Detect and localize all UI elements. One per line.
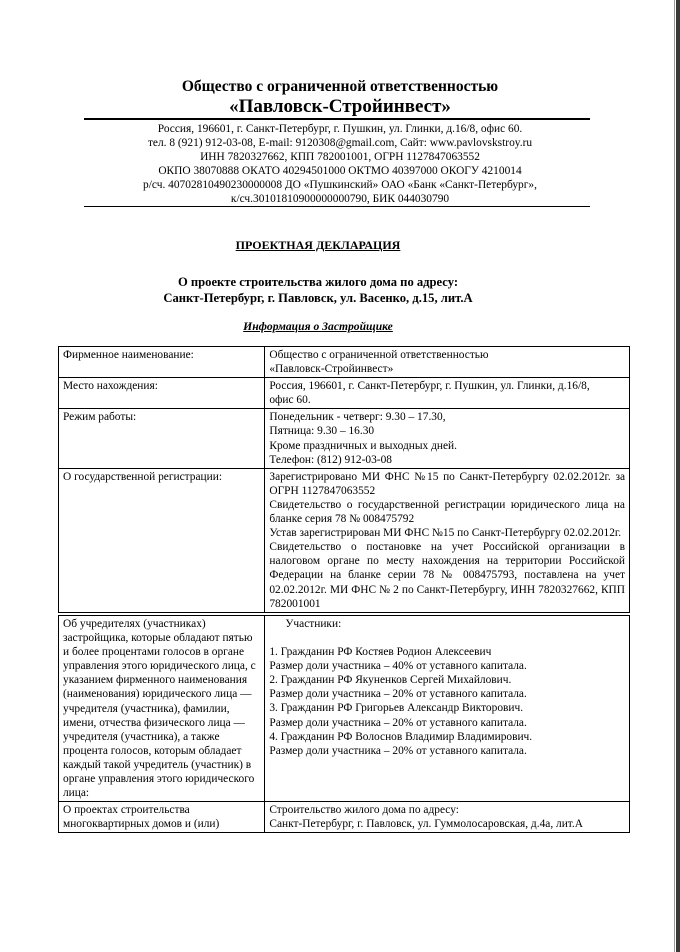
- row-label: Режим работы:: [59, 409, 265, 468]
- value-line: Понедельник - четверг: 9.30 – 17.30,: [269, 411, 446, 424]
- founder-share: Размер доли участника – 20% от уставного капитала.: [269, 688, 527, 701]
- spacer: [269, 631, 625, 645]
- requisites-line: тел. 8 (921) 912-03-08, E-mail: 9120308@gmail.com, Сайт: www.pavlovskstroy.ru: [147, 137, 533, 150]
- requisites-line: Россия, 196601, г. Санкт-Петербург, г. Пушкин, ул. Глинки, д.16/8, офис 60.: [157, 123, 523, 135]
- value-paragraph: Свидетельство о постановке на учет Российской организации в налоговом органе по месту нахождения на территории Российской Федерации на бланке серии 78 № 008475793, поставлена на учет 02.02.2012г. МИ ФНС № 2 по Санкт-Петербургу, ИНН 7820327662, КПП 782001001: [269, 541, 625, 610]
- header-rule-bottom: [84, 206, 590, 207]
- founder-name: 3. Гражданин РФ Григорьев Александр Викторович.: [269, 702, 524, 715]
- projects-label: [59, 802, 265, 833]
- row-label: О государственной регистрации:: [59, 468, 265, 612]
- value-line: офис 60.: [269, 394, 311, 407]
- table-row: [59, 616, 630, 802]
- value-line: Общество с ограниченной ответственностью: [269, 349, 489, 361]
- project-title-line1: О проекте строительства жилого дома по адресу:: [177, 275, 459, 289]
- table-row: [59, 468, 630, 612]
- founder-name: 2. Гражданин РФ Якуненков Сергей Михайлович.: [269, 674, 512, 687]
- value-paragraph: Устав зарегистрирован МИ ФНС №15 по Санкт-Петербургу 02.02.2012г.: [269, 527, 622, 540]
- row-value: [265, 378, 630, 409]
- org-name-line1: Общество с ограниченной ответственностью: [181, 78, 499, 95]
- declaration-title: ПРОЕКТНАЯ ДЕКЛАРАЦИЯ: [235, 238, 401, 252]
- founder-share: Размер доли участника – 20% от уставного капитала.: [269, 716, 527, 729]
- founder-share: Размер доли участника – 20% от уставного капитала.: [269, 744, 527, 757]
- projects-value: [265, 802, 630, 833]
- value-line: Россия, 196601, г. Санкт-Петербург, г. Пушкин, ул. Глинки, д.16/8,: [269, 380, 590, 393]
- value-line: Пятница: 9.30 – 16.30: [269, 425, 375, 438]
- value-line: Санкт-Петербург, г. Павловск, ул. Гуммолосаровская, д.4а, лит.А: [269, 818, 583, 831]
- label-line: О проектах строительства: [63, 804, 190, 817]
- value-paragraph: Свидетельство о государственной регистрации юридического лица на бланке серия 78 № 008475792: [269, 498, 625, 526]
- value-line: Телефон: (812) 912-03-08: [269, 453, 392, 466]
- value-line: «Павловск-Стройинвест»: [269, 363, 394, 376]
- table-row: [59, 409, 630, 468]
- section-title: Информация о Застройщике: [243, 320, 393, 333]
- table-row: [59, 802, 630, 833]
- requisites-line: р/сч. 40702810490230000008 ДО «Пушкинский» ОАО «Банк «Санкт-Петербург»,: [143, 179, 537, 192]
- project-title-line2: Санкт-Петербург, г. Павловск, ул. Васенко, д.15, лит.А: [163, 291, 473, 305]
- row-value: [265, 468, 630, 612]
- founders-label: Об учредителях (участниках) застройщика, которые обладают пятью и более процентами голосов в органе управления этого юридического лица, с указанием фирменного наименования (наименования) юридического лица — учредителя (участника), фамилии, имени, отчества физического лица — учредителя (участника), а также процента голосов, которым обладает каждый такой учредитель (участник) в органе управления этого юридического лица:: [59, 616, 265, 802]
- row-value: [265, 347, 630, 378]
- table-row: [59, 347, 630, 378]
- value-paragraph: Зарегистрировано МИ ФНС №15 по Санкт-Петербургу 02.02.2012г. за ОГРН 1127847063552: [269, 470, 625, 497]
- founder-name: 1. Гражданин РФ Костяев Родион Алексеевич: [269, 646, 492, 659]
- org-requisites: [0, 122, 680, 207]
- requisites-line: к/сч.30101810900000000790, БИК 044030790: [230, 193, 450, 206]
- requisites-line: ИНН 7820327662, КПП 782001001, ОГРН 1127847063552: [200, 151, 480, 164]
- row-label: Фирменное наименование:: [59, 347, 265, 378]
- label-line: многоквартирных домов и (или): [63, 818, 220, 831]
- requisites-line: ОКПО 38070888 ОКАТО 40294501000 ОКТМО 40397000 ОКОГУ 4210014: [158, 165, 522, 178]
- developer-info-table: [58, 346, 630, 613]
- value-line: Строительство жилого дома по адресу:: [269, 804, 459, 817]
- org-name-line2: «Павловск-Стройинвест»: [229, 96, 451, 117]
- founder-name: 4. Гражданин РФ Волоснов Владимир Владимирович.: [269, 730, 533, 743]
- row-label: Место нахождения:: [59, 378, 265, 409]
- header-rule-top: [84, 118, 590, 120]
- founders-list: [265, 616, 630, 802]
- founders-heading: Участники:: [285, 618, 342, 630]
- founders-table: [58, 615, 630, 833]
- founder-share: Размер доли участника – 40% от уставного капитала.: [269, 660, 527, 673]
- table-row: [59, 378, 630, 409]
- row-value: [265, 409, 630, 468]
- project-title: [0, 274, 636, 306]
- value-line: Кроме праздничных и выходных дней.: [269, 439, 457, 452]
